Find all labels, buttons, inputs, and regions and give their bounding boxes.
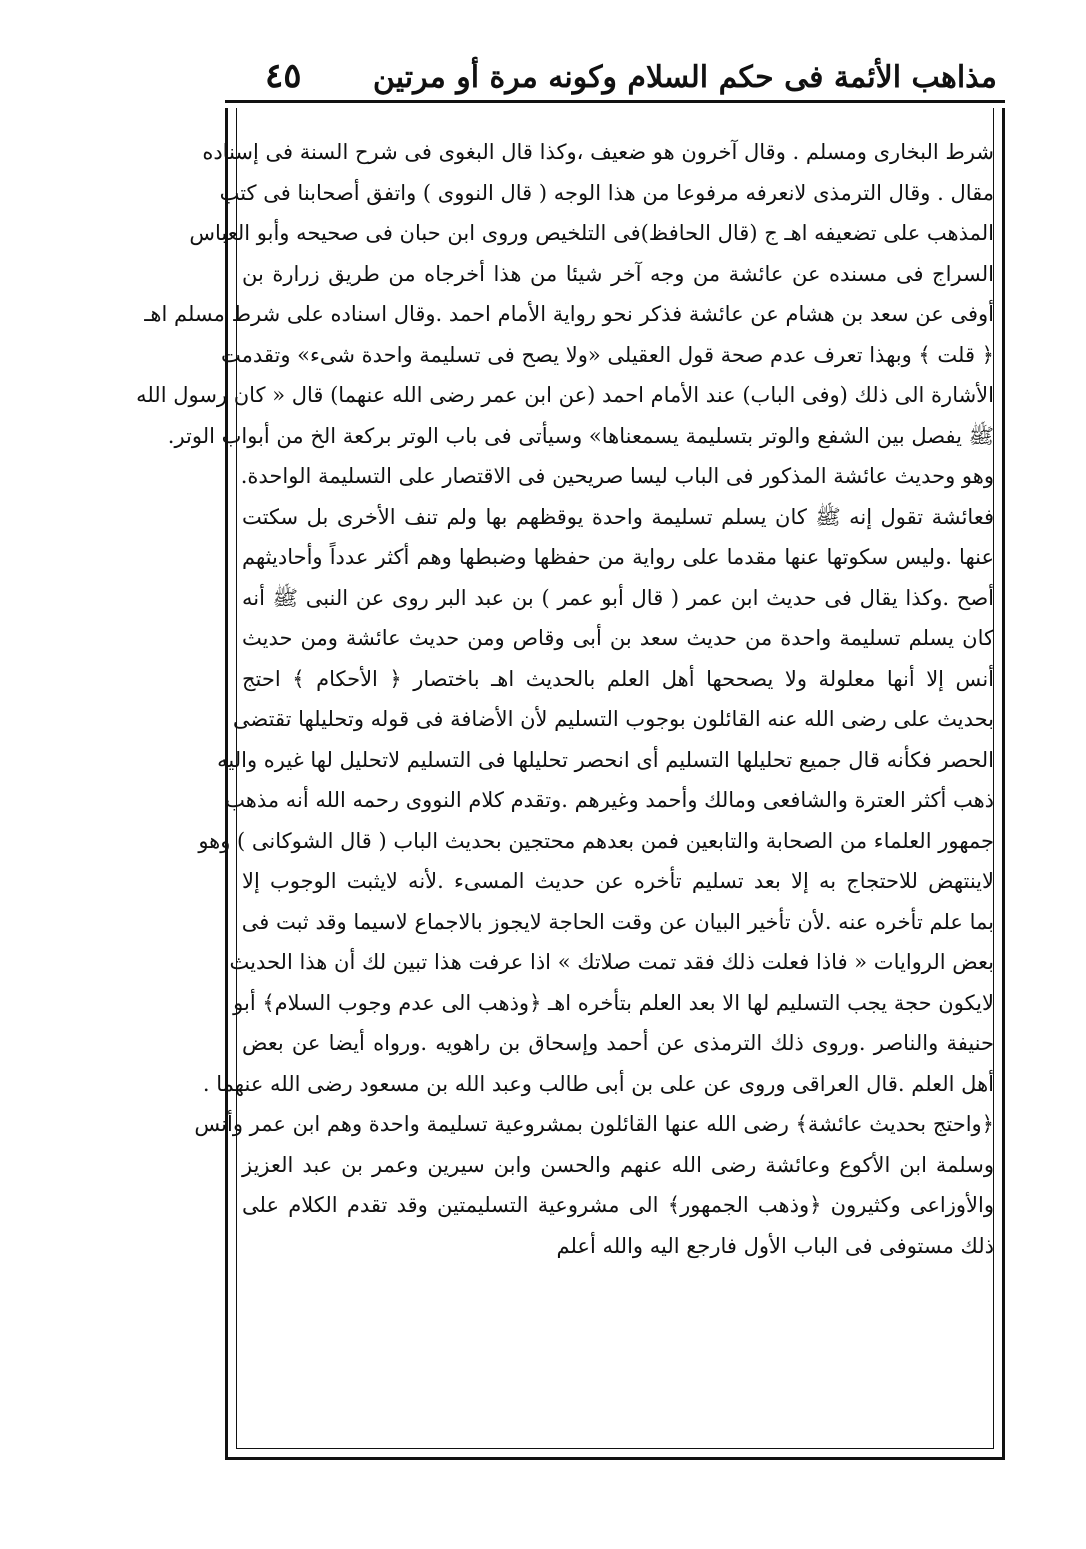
text-line: أهل العلم .قال العراقى وروى عن على بن أبى طالب وعبد الله بن مسعود رضى الله عنهما . bbox=[202, 1071, 994, 1096]
text-line: وسلمة ابن الأكوع وعائشة رضى الله عنهم والحسن وابن سيرين وعمر بن عبد العزيز bbox=[242, 1152, 994, 1177]
text-line: وهو وحديث عائشة المذكور فى الباب ليسا صريحين فى الاقتصار على التسليمة الواحدة. bbox=[240, 464, 994, 488]
text-line: كان يسلم تسليمة واحدة من حديث سعد بن أبى وقاص ومن حديث عائشة ومن حديث bbox=[242, 626, 994, 650]
text-line: شرط البخارى ومسلم . وقال آخرون هو ضعيف ،وكذا قال البغوى فى شرح السنة فى إسناده bbox=[202, 140, 994, 164]
text-line: ﷺ يفصل بين الشفع والوتر بتسليمة يسمعناها» وسيأتى فى باب الوتر بركعة الخ من أبواب الوتر. bbox=[167, 423, 994, 448]
text-line: لاينتهض للاحتجاج به إلا بعد تسليم تأخره عن حديث المسىء .لأنه لايثبت الوجوب إلا bbox=[242, 869, 994, 893]
text-line: ذلك مستوفى فى الباب الأول فارجع اليه والله أعلم bbox=[556, 1233, 994, 1258]
running-title: مذاهب الأئمة فى حكم السلام وكونه مرة أو مرتين bbox=[372, 60, 997, 95]
text-line: فعائشة تقول إنه ﷺ كان يسلم تسليمة واحدة يوقظهم بها ولم تنف الأخرى بل سكتت bbox=[242, 504, 994, 529]
page-number: ٤٥ bbox=[265, 56, 302, 96]
text-line: ﴿ قلت ﴾ وبهذا تعرف عدم صحة قول العقيلى «ولا يصح فى تسليمة واحدة شىء» وتقدمت bbox=[220, 342, 994, 367]
text-line: مقال . وقال الترمذى لانعرفه مرفوعا من هذا الوجه ( قال النووى ) واتفق أصحابنا فى كتب bbox=[219, 180, 994, 205]
text-line: المذهب على تضعيفه اهـ ج (قال الحافظ)فى التلخيص وروى ابن حبان فى صحيحه وأبو العباس bbox=[189, 221, 994, 245]
body-text bbox=[136, 132, 994, 1266]
text-line: حنيفة والناصر .وروى ذلك الترمذى عن أحمد وإسحاق بن راهويه .ورواه أيضا عن بعض bbox=[242, 1031, 994, 1055]
text-line: عنها .وليس سكوتها عنها مقدما على رواية من حفظها وضبطها وهم أكثر عدداً وأحاديثهم bbox=[242, 545, 994, 569]
text-line: ﴿واحتج بحديث عائشة﴾ رضى الله عنها القائلون بمشروعية تسليمة واحدة وهم ابن عمر وأنس bbox=[194, 1112, 994, 1136]
text-line: لايكون حجة يجب التسليم لها الا بعد العلم بتأخره اهـ ﴿وذهب الى عدم وجوب السلام﴾ أبو bbox=[233, 990, 994, 1015]
text-line: الحصر فكأنه قال جميع تحليلها التسليم أى انحصر تحليلها فى التسليم لاتحليل لها غيره واليه bbox=[217, 747, 994, 772]
text-line: السراج فى مسنده عن عائشة من وجه آخر شيئا من هذا أخرجاه من طريق زرارة بن bbox=[242, 261, 994, 286]
header-rule bbox=[225, 100, 1005, 103]
text-line: الأشارة الى ذلك (وفى الباب) عند الأمام احمد (عن ابن عمر رضى الله عنهما) قال « كان رسول الله bbox=[136, 383, 994, 407]
text-line: أنس إلا أنها معلولة ولا يصححها أهل العلم بالحديث اهـ باختصار ﴿ الأحكام ﴾ احتج bbox=[242, 666, 994, 691]
text-line: والأوزاعى وكثيرون ﴿وذهب الجمهور﴾ الى مشروعية التسليمتين وقد تقدم الكلام على bbox=[242, 1193, 994, 1217]
text-line: جمهور العلماء من الصحابة والتابعين فمن بعدهم محتجين بحديث الباب ( قال الشوكانى ) وهو bbox=[198, 828, 994, 853]
text-line: بما علم تأخره عنه .لأن تأخير البيان عن وقت الحاجة لايجوز بالاجماع لاسيما وقد ثبت فى bbox=[241, 909, 994, 934]
text-line: أوفى عن سعد بن هشام عن عائشة فذكر نحو رواية الأمام احمد .وقال اسناده على شرط مسلم اهـ bbox=[144, 302, 994, 326]
page-header bbox=[225, 52, 1005, 100]
text-line: ذهب أكثر العترة والشافعى ومالك وأحمد وغيرهم .وتقدم كلام النووى رحمه الله أنه مذهب bbox=[225, 788, 994, 812]
text-line: بعض الروايات « فاذا فعلت ذلك فقد تمت صلاتك » اذا عرفت هذا تبين لك أن هذا الحديث bbox=[229, 950, 994, 974]
text-line: أصح .وكذا يقال فى حديث ابن عمر ( قال أبو عمر ) بن عبد البر روى عن النبى ﷺ أنه bbox=[242, 585, 994, 610]
text-line: بحديث على رضى الله عنه القائلون بوجوب التسليم لأن الأضافة فى قوله وتحليلها تقتضى bbox=[232, 707, 994, 731]
